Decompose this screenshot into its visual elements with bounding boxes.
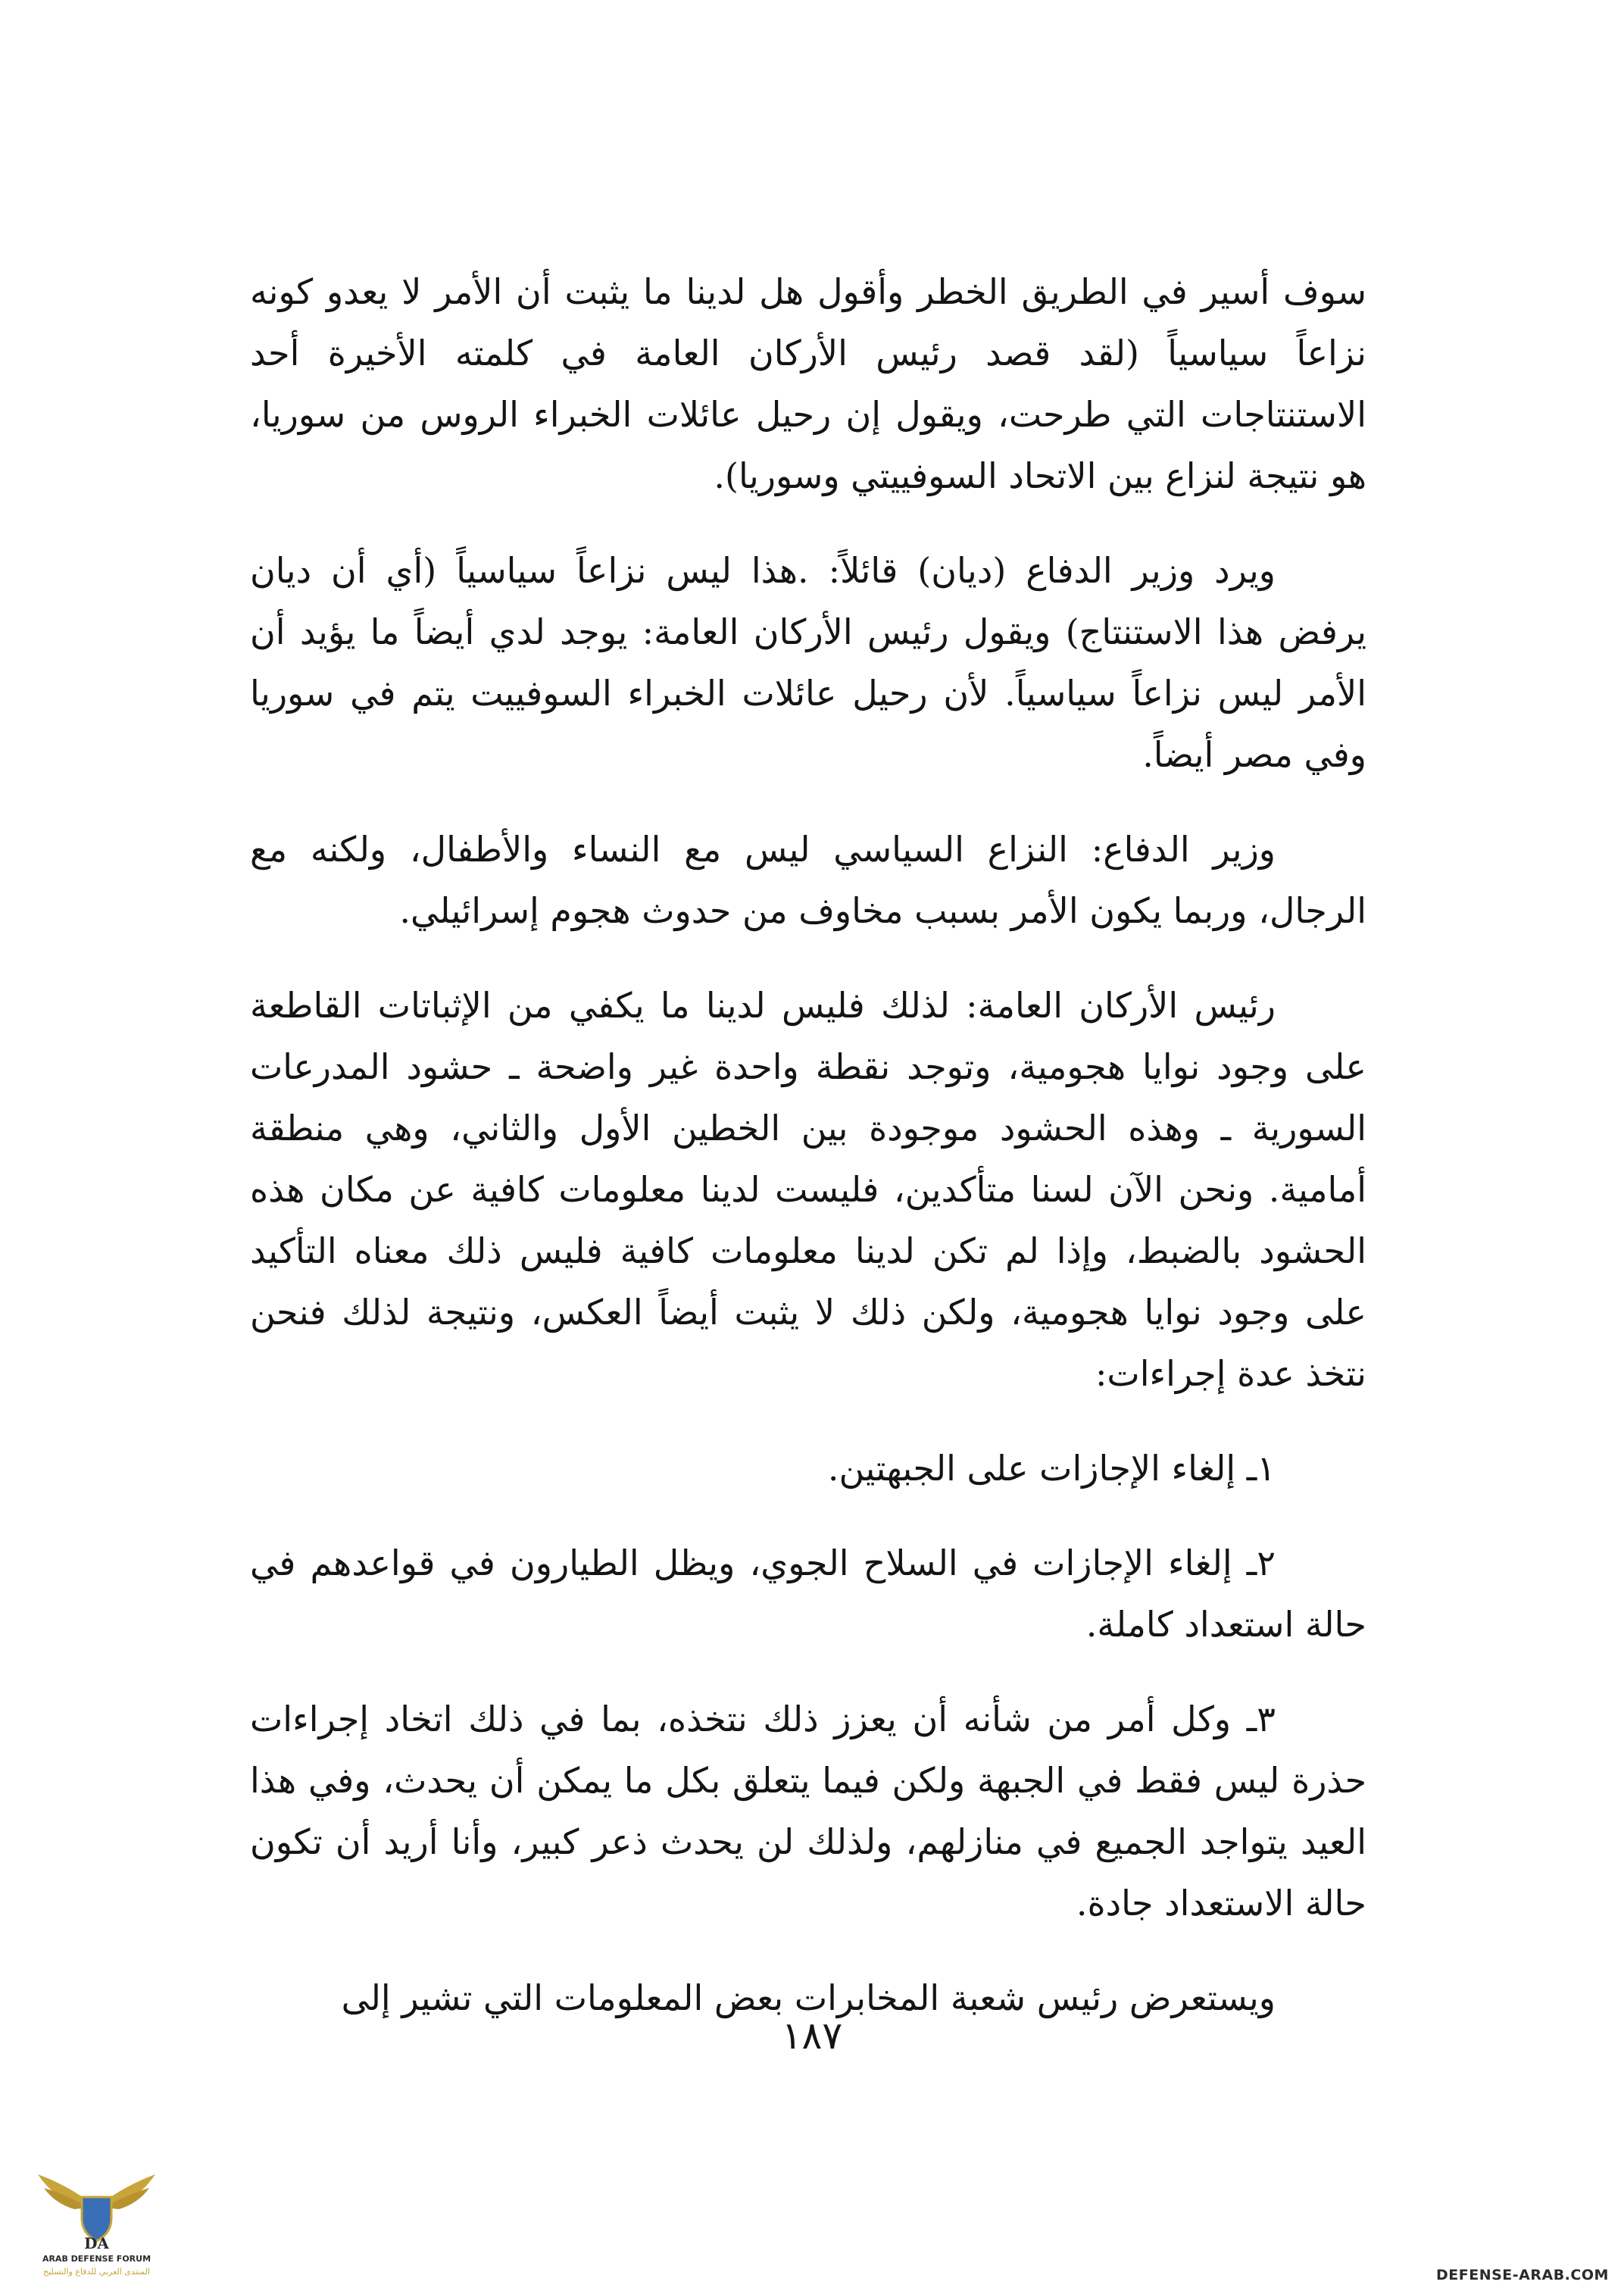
logo-forum-name-ar: المنتدى العربي للدفاع والتسليح <box>42 2267 151 2277</box>
logo-forum-name: ARAB DEFENSE FORUM <box>42 2254 151 2264</box>
list-item-3: ٣ـ وكل أمر من شأنه أن يعزز ذلك نتخذه، بما في ذلك اتخاد إجراءات حذرة ليس فقط في الجبهة ولكن فيما يتعلق بكل ما يمكن أن يحدث، وفي هذا العيد يتواجد الجميع في منازلهم، ولذلك لن يحدث ذعر كبير، وأنا أريد أن تكون حالة الاستعداد جادة. <box>250 1699 1366 1924</box>
paragraph-last: ويستعرض رئيس شعبة المخابرات بعض المعلومات التي تشير إلى <box>341 1977 1276 2018</box>
paragraph-2: ويرد وزير الدفاع (ديان) قائلاً: .هذا ليس نزاعاً سياسياً (أي أن ديان يرفض هذا الاستنتاج) ويقول رئيس الأركان العامة: يوجد لدي أيضاً ما يؤيد أن الأمر ليس نزاعاً سياسياً. لأن رحيل عائلات الخبراء السوفييت يتم في سوريا وفي مصر أيضاً. <box>250 550 1366 775</box>
paragraph-3: وزير الدفاع: النزاع السياسي ليس مع النساء والأطفال، ولكنه مع الرجال، وربما يكون الأمر بسبب مخاوف من حدوث هجوم إسرائيلي. <box>250 829 1366 931</box>
paragraph-4: رئيس الأركان العامة: لذلك فليس لدينا ما يكفي من الإثباتات القاطعة على وجود نوايا هجومية، وتوجد نقطة واحدة غير واضحة ـ حشود المدرعات السورية ـ وهذه الحشود موجودة بين الخطين الأول والثاني، وهي منطقة أمامية. ونحن الآن لسنا متأكدين، فليست لدينا معلومات كافية عن مكان هذه الحشود بالضبط، وإذا لم تكن لدينا معلومات كافية فليس ذلك معناه التأكيد على وجود نوايا هجومية، ولكن ذلك لا يثبت أيضاً العكس، ونتيجة لذلك فنحن نتخذ عدة إجراءات: <box>250 985 1366 1394</box>
list-item-2: ٢ـ إلغاء الإجازات في السلاح الجوي، ويظل الطيارون في قواعدهم في حالة استعداد كاملة. <box>250 1542 1366 1645</box>
logo-letters: DA <box>84 2234 109 2252</box>
arab-defense-forum-logo-icon <box>30 2144 163 2284</box>
watermark-site: DEFENSE-ARAB.COM <box>1436 2267 1609 2283</box>
list-item-1: ١ـ إلغاء الإجازات على الجبهتين. <box>827 1448 1276 1489</box>
book-page-body <box>250 261 1366 2044</box>
page-number: ١٨٧ <box>781 2014 843 2058</box>
paragraph-1: سوف أسير في الطريق الخطر وأقول هل لدينا ما يثبت أن الأمر لا يعدو كونه نزاعاً سياسياً (لقد قصد رئيس الأركان العامة في كلمته الأخيرة أحد الاستنتاجات التي طرحت، ويقول إن رحيل عائلات الخبراء الروس من سوريا، هو نتيجة لنزاع بين الاتحاد السوفييتي وسوريا). <box>250 271 1366 496</box>
